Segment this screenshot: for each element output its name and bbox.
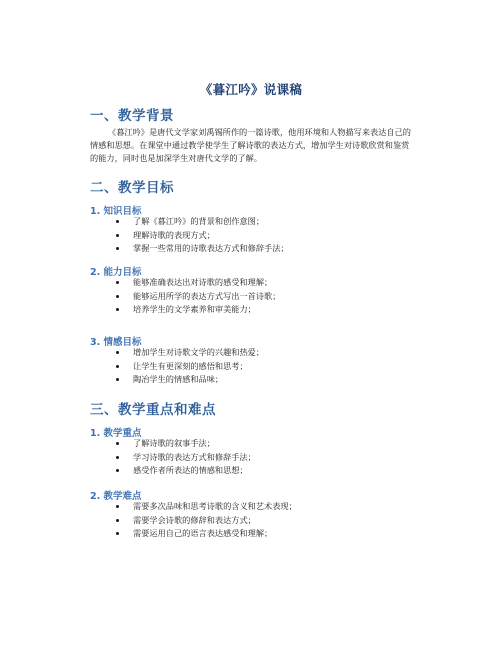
list-item: 需要多次品味和思考诗歌的含义和艺术表现； [90,500,420,514]
bullet-icon [116,308,119,311]
difficulties-list [90,500,420,541]
list-item: 掌握一些常用的诗歌表达方式和修辞手法； [90,242,420,256]
bullet-icon [116,519,119,522]
list-item: 培养学生的文学素养和审美能力； [90,303,420,317]
bullet-icon [116,378,119,381]
bullet-icon [116,247,119,250]
bullet-icon [116,365,119,368]
subheading-difficulties: 2. 教学难点 [90,491,142,502]
bullet-icon [116,532,119,535]
emotional-goals-list [90,346,420,387]
subheading-ability-goals: 2. 能力目标 [90,267,142,278]
list-item: 能够运用所学的表达方式写出一首诗歌； [90,290,420,304]
bullet-icon [116,351,119,354]
subheading-key-points: 1. 教学重点 [90,428,142,439]
subheading-knowledge-goals: 1. 知识目标 [90,206,142,217]
list-item: 感受作者所表达的情感和思想； [90,464,420,478]
list-item: 需要运用自己的语言表达感受和理解； [90,527,420,541]
subheading-emotional-goals: 3. 情感目标 [90,337,142,348]
list-item: 需要学会诗歌的修辞和表达方式； [90,514,420,528]
list-item: 能够准确表达出对诗歌的感受和理解； [90,276,420,290]
bullet-icon [116,295,119,298]
bullet-icon [116,469,119,472]
section-heading-goals: 二、教学目标 [90,180,174,196]
list-item: 让学生有更深刻的感悟和思考； [90,360,420,374]
section-heading-key-points: 三、教学重点和难点 [90,402,216,418]
section-heading-background: 一、教学背景 [90,108,174,124]
key-points-list [90,437,420,478]
knowledge-goals-list [90,215,420,256]
bullet-icon [116,505,119,508]
bullet-icon [116,442,119,445]
list-item: 陶冶学生的情感和品味； [90,373,420,387]
bullet-icon [116,234,119,237]
list-item: 了解《暮江吟》的背景和创作意图； [90,215,420,229]
list-item: 理解诗歌的表现方式； [90,229,420,243]
list-item: 了解诗歌的叙事手法； [90,437,420,451]
list-item: 学习诗歌的表达方式和修辞手法； [90,451,420,465]
bullet-icon [116,456,119,459]
background-paragraph: 《暮江吟》是唐代文学家刘禹锡所作的一篇诗歌，他用环境和人物描写来表达自己的情感和思想。在课堂中通过教学使学生了解诗歌的表达方式，增加学生对诗歌欣赏和鉴赏的能力，同时也是加深学生对唐代文学的了解。 [90,127,411,163]
bullet-icon [116,281,119,284]
document-title: 《暮江吟》说课稿 [199,82,303,97]
list-item: 增加学生对诗歌文学的兴趣和热爱； [90,346,420,360]
bullet-icon [116,220,119,223]
ability-goals-list [90,276,420,317]
